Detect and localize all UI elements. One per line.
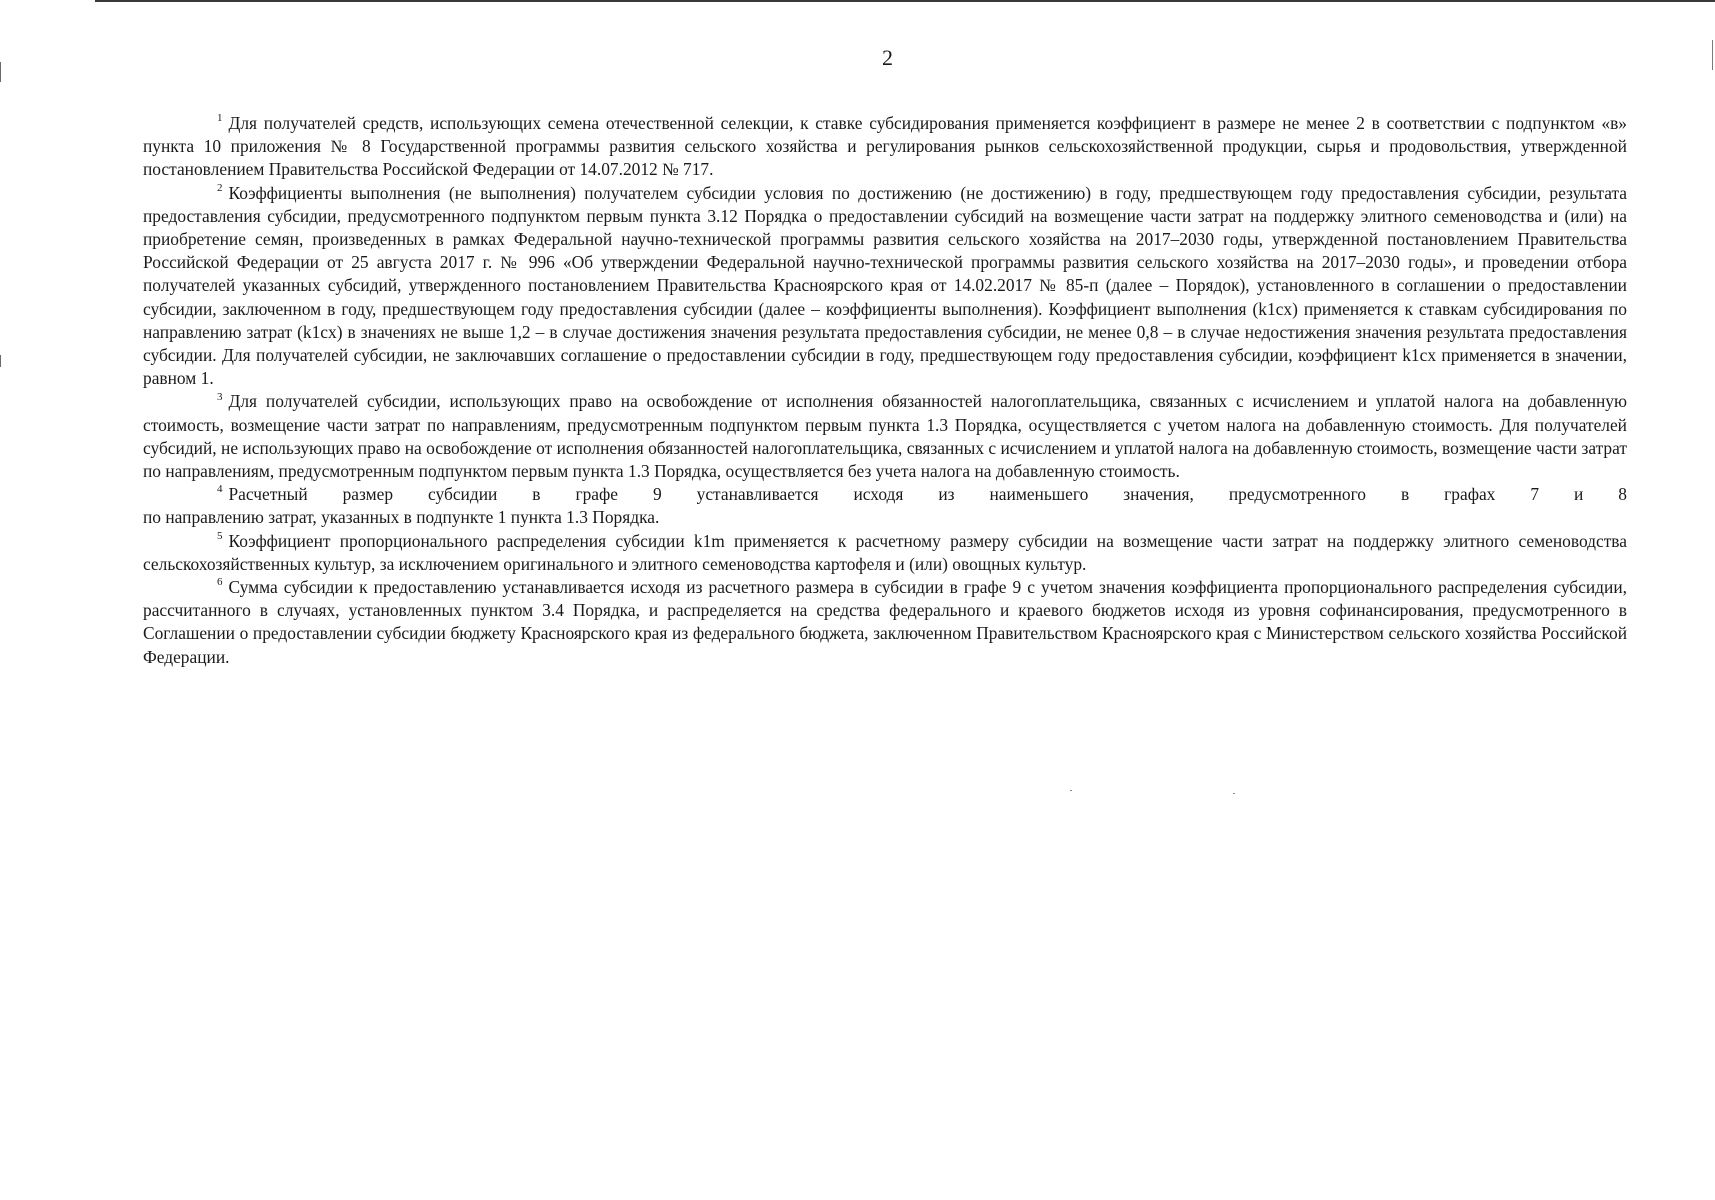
page-number: 2 [882,45,893,70]
footnote-3 [143,390,1627,483]
footnote-text: Коэффициент пропорционального распределения субсидии k1m применяется к расчетному размеру субсидии на возмещение части затрат на поддержку элитного семеноводства сельскохозяйственных культур, за исключением оригинального и элитного семеноводства картофеля и (или) овощных культур. [143,530,1627,574]
footnote-marker: 6 [217,576,223,589]
footnote-marker: 5 [217,529,223,542]
scan-edge-mark [0,355,1,367]
footnote-text: Для получателей субсидии, использующих право на освобождение от исполнения обязанностей налогоплательщика, связанных с исчислением и уплатой налога на добавленную стоимость, возмещение части затрат по направлениям, предусмотренным подпунктом первым пункта 1.3 Порядка, осуществляется с учетом налога на добавленную стоимость. Для получателей субсидий, не использующих право на освобождение от исполнения обязанностей налогоплательщика, связанных с исчислением и уплатой налога на добавленную стоимость, возмещение части затрат по направлениям, предусмотренным подпунктом первым пункта 1.3 Порядка, осуществляется без учета налога на добавленную стоимость. [143,391,1627,482]
footnote-marker: 2 [217,181,223,194]
footnote-1 [143,112,1627,182]
footnote-marker: 3 [217,390,223,403]
footnote-text: по направлению затрат, указанных в подпункте 1 пункта 1.3 Порядка. [143,507,660,528]
footnote-line [143,483,1627,506]
footnote-text: Сумма субсидии к предоставлению устанавливается исходя из расчетного размера в субсидии в графе 9 с учетом значения коэффициента пропорционального распределения субсидии, рассчитанного в случаях, установленных пунктом 3.4 Порядка, и распределяется на средства федерального и краевого бюджетов исходя из уровня софинансирования, предусмотренного в Соглашении о предоставлении субсидии бюджету Красноярского края из федерального бюджета, заключенном Правительством Красноярского края с Министерством сельского хозяйства Российской Федерации. [143,577,1627,667]
footnotes-block [143,112,1627,669]
scan-speck [1070,790,1072,791]
footnote-5 [143,530,1627,576]
footnote-marker: 1 [217,112,223,125]
footnote-4 [143,483,1627,529]
footnote-6 [143,576,1627,669]
scan-speck [1233,793,1235,794]
footnote-text: Для получателей средств, использующих семена отечественной селекции, к ставке субсидирования применяется коэффициент в размере не менее 2 в соответствии с подпунктом «в» пункта 10 приложения № 8 Государственной программы развития сельского хозяйства и регулирования рынков сельскохозяйственной продукции, сырья и продовольствия, утвержденной постановлением Правительства Российской Федерации от 14.07.2012 № 717. [143,113,1627,180]
footnote-marker: 4 [217,483,223,496]
footnote-2 [143,182,1627,391]
footnote-text: Коэффициенты выполнения (не выполнения) получателем субсидии условия по достижению (не достижению) в году, предшествующем году предоставления субсидии, результата предоставления субсидии, предусмотренного подпунктом первым пункта 3.12 Порядка о предоставлении субсидий на возмещение части затрат на поддержку элитного семеноводства и (или) на приобретение семян, произведенных в рамках Федеральной научно-технической программы развития сельского хозяйства на 2017–2030 годы, утвержденной постановлением Правительства Российской Федерации от 25 августа 2017 г. № 996 «Об утверждении Федеральной научно-технической программы развития сельского хозяйства на 2017–2030 годы», и проведении отбора получателей указанных субсидий, утвержденного постановлением Правительства Красноярского края от 14.02.2017 № 85-п (далее – Порядок), установленного в соглашении о предоставлении субсидии, заключенном в году, предшествующем году предоставления субсидии (далее – коэффициенты выполнения). Коэффициент выполнения (k1cx) применяется к ставкам субсидирования по направлению затрат (k1cx) в значениях не выше 1,2 – в случае достижения значения результата предоставления субсидии, не менее 0,8 – в случае недостижения значения результата предоставления субсидии. Для получателей субсидии, не заключавших соглашение о предоставлении субсидии в году, предшествующем году предоставления субсидии, коэффициент k1cx применяется в значении, равном 1. [143,182,1627,389]
scan-top-edge [95,0,1715,2]
footnote-text: Расчетный размер субсидии в графе 9 устанавливается исходя из наименьшего значения, предусмотренного в графах 7 и 8 [228,484,1627,505]
